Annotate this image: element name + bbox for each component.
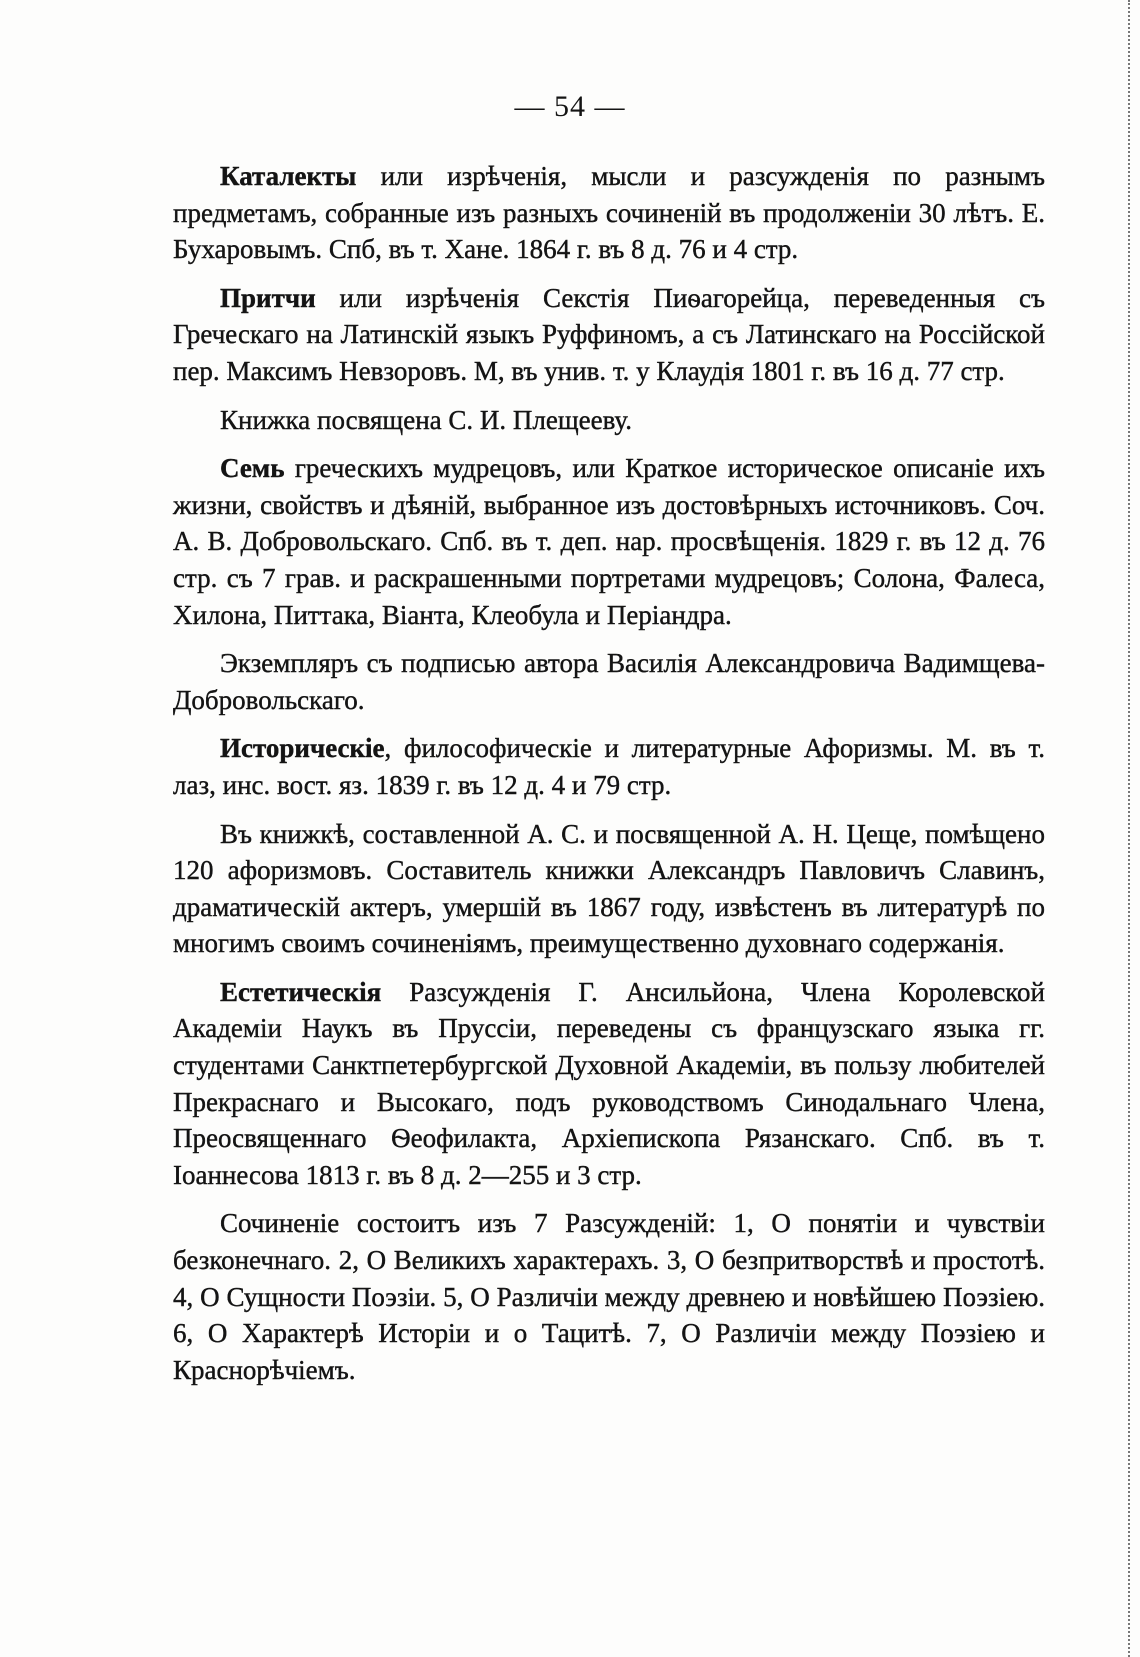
entry-text: Разсужденія Г. Ансильйона, Члена Королевской Академіи Наукъ въ Пруссіи, переведены съ французскаго языка гг. студентами Санктпетербургской Духовной Академіи, въ пользу любителей Прекраснаго и Высокаго, подъ руководствомъ Синодальнаго Члена, Преосвященнаго Ѳеофилакта, Архіепископа Рязанскаго. Спб. въ т. Іоаннесова 1813 г. въ 8 д. 2—255 и 3 стр. xyxy=(173,976,1045,1190)
entry-text: или изрѣченія Секстія Пиѳагорейца, переведенныя съ Греческаго на Латинскій языкъ Руффиномъ, а съ Латинскаго на Россійской пер. Максимъ Невзоровъ. М, въ унив. т. у Клаудія 1801 г. въ 16 д. 77 стр. xyxy=(173,282,1045,386)
entry-text: Въ книжкѣ, составленной А. С. и посвященной А. Н. Цеще, помѣщено 120 афоризмовъ. Составитель книжки Александръ Павловичъ Славинъ, драматическій актеръ, умершій въ 1867 году, извѣстенъ въ литературѣ по многимъ своимъ сочиненіямъ, преимущественно духовнаго содержанія. xyxy=(173,818,1045,959)
entry-note xyxy=(173,402,1045,439)
entry-lead: Историческіе xyxy=(220,733,385,764)
entry-text: Экземпляръ съ подписью автора Василія Александровича Вадимщева-Добровольскаго. xyxy=(173,648,1045,715)
entry-estetičeskija xyxy=(173,974,1045,1194)
entry-text: Сочиненіе состоитъ изъ 7 Разсужденій: 1, О понятіи и чувствіи безконечнаго. 2, О Великихъ характерахъ. 3, О безпритворствѣ и простотѣ. 4, О Сущности Поэзіи. 5, О Различіи между древнею и новѣйшею Поэзіею. 6, О Характерѣ Исторіи и о Тацитѣ. 7, О Различіи между Поэзіею и Краснорѣчіемъ. xyxy=(173,1208,1045,1385)
entry-kataleкty xyxy=(173,158,1045,268)
page-number: — 54 — xyxy=(514,90,626,123)
entry-pritchi xyxy=(173,280,1045,390)
entry-lead: Естетическія xyxy=(220,976,382,1007)
bibliography-text xyxy=(173,158,1045,1400)
entry-text: греческихъ мудрецовъ, или Краткое историческое описаніе ихъ жизни, свойствъ и дѣяній, выбранное изъ достовѣрныхъ источниковъ. Соч. А. В. Добровольскаго. Спб. въ т. деп. нар. просвѣщенія. 1829 г. въ 12 д. 76 стр. съ 7 грав. и раскрашенными портретами мудрецовъ; Солона, Фалеса, Хилона, Питтака, Віанта, Клеобула и Періандра. xyxy=(173,453,1045,630)
entry-aforizmy xyxy=(173,730,1045,803)
entry-lead: Семь xyxy=(220,453,285,484)
entry-text: , философическіе и литературные Афоризмы. М. въ т. лаз, инс. вост. яз. 1839 г. въ 12 д. 4 и 79 стр. xyxy=(173,733,1045,800)
entry-lead: Каталекты xyxy=(220,161,357,191)
page-edge xyxy=(1128,0,1140,1657)
entry-note xyxy=(173,1205,1045,1388)
entry-note xyxy=(173,816,1045,962)
entry-note xyxy=(173,645,1045,718)
entry-text: или изрѣченія, мысли и разсужденія по разнымъ предметамъ, собранные изъ разныхъ сочиненій въ продолженіи 30 лѣтъ. Е. Бухаровымъ. Спб, въ т. Хане. 1864 г. въ 8 д. 76 и 4 стр. xyxy=(173,161,1045,265)
entry-lead: Притчи xyxy=(220,282,316,313)
entry-sem-mudretsov xyxy=(173,450,1045,633)
entry-text: Книжка посвящена С. И. Плещееву. xyxy=(220,404,632,435)
